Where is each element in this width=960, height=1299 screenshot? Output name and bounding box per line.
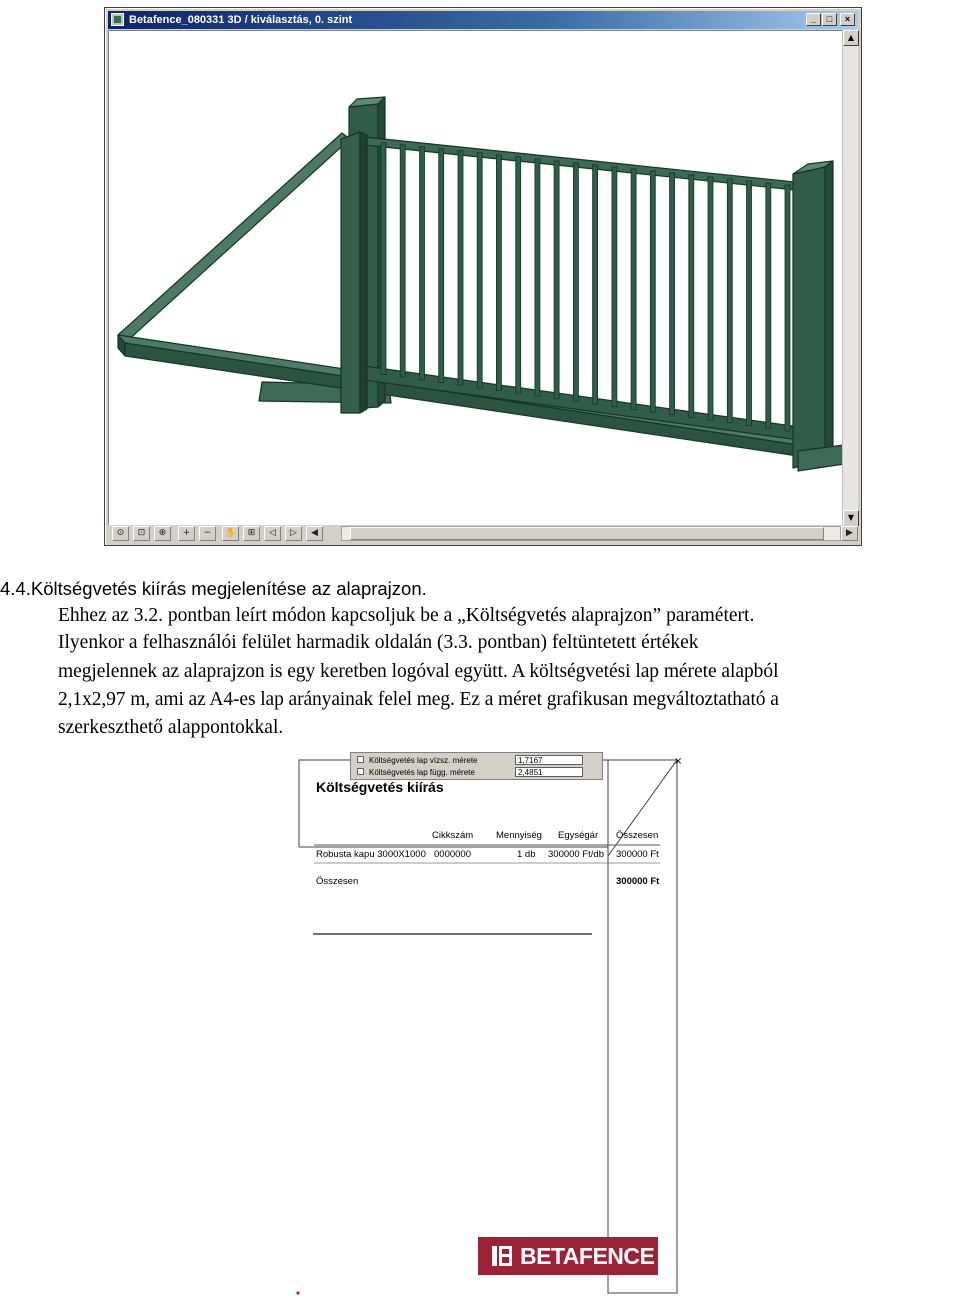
zoom-in-icon[interactable]: + <box>178 526 195 541</box>
gate-picket <box>747 181 752 426</box>
gate-picket <box>727 179 732 423</box>
row-total: 300000 Ft <box>616 849 659 860</box>
vertical-scrollbar[interactable] <box>842 30 858 526</box>
param-checkbox[interactable] <box>357 756 364 763</box>
close-button[interactable]: × <box>840 13 855 26</box>
gate-picket <box>708 177 713 420</box>
betafence-mark-icon <box>492 1246 512 1266</box>
navigation-bar <box>108 525 858 542</box>
gate-picket <box>650 171 655 412</box>
archicad-window-icon <box>111 13 124 26</box>
maximize-button[interactable]: □ <box>822 13 837 26</box>
sliding-gate-3d-model <box>109 31 846 527</box>
diagonal-brace <box>118 133 350 343</box>
pan-hand-icon[interactable]: ✋ <box>222 526 239 541</box>
gate-picket <box>516 157 521 393</box>
gate-picket <box>612 167 617 407</box>
row-quantity: 1 db <box>517 849 536 860</box>
gate-picket <box>496 155 501 391</box>
gate-picket <box>381 143 386 375</box>
gate-picket <box>670 173 675 415</box>
horizontal-scroll-thumb[interactable] <box>350 527 824 540</box>
3d-viewport[interactable] <box>108 30 845 526</box>
bottom-runner-side <box>125 343 818 459</box>
budget-title: Költségvetés kiírás <box>316 779 444 795</box>
paragraph-line-4: 2,1x2,97 m, ami az A4-es lap arányainak felel meg. Ez a méret grafikusan megváltoztatható a <box>58 689 779 710</box>
paragraph-line-3: megjelennek az alaprajzon is egy keretben logóval együtt. A költségvetési lap mérete alapból <box>58 661 779 682</box>
gate-picket <box>400 145 405 377</box>
param-value-field[interactable]: 2,4851 <box>515 767 583 777</box>
fit-in-window-icon[interactable]: ⊞ <box>243 526 260 541</box>
header-quantity: Mennyiség <box>496 830 542 841</box>
horizontal-scrollbar[interactable] <box>341 526 841 541</box>
next-zoom-icon[interactable]: ▷ <box>285 526 302 541</box>
gate-picket <box>439 149 444 383</box>
header-item-code: Cikkszám <box>432 830 474 841</box>
svg-text:×: × <box>674 756 683 767</box>
window-title-bar[interactable] <box>108 11 858 29</box>
param-label: Költségvetés lap vízsz. mérete <box>369 756 478 765</box>
header-unit-price: Egységár <box>558 830 599 841</box>
minimize-button[interactable]: _ <box>806 13 821 26</box>
previous-zoom-icon[interactable]: ◁ <box>264 526 281 541</box>
param-label: Költségvetés lap függ. mérete <box>369 768 475 777</box>
parameter-list <box>350 752 603 780</box>
row-item-code: 0000000 <box>434 849 471 860</box>
gate-picket <box>766 183 771 428</box>
window-title: Betafence_080331 3D / kiválasztás, 0. szint <box>129 14 353 26</box>
sum-value: 300000 Ft <box>616 876 660 887</box>
end-post <box>793 167 825 468</box>
paragraph-line-5: szerkeszthető alappontokkal. <box>58 717 284 738</box>
gate-picket <box>631 169 636 410</box>
gate-picket <box>554 161 559 399</box>
header-total: Összesen <box>616 830 659 841</box>
gate-picket <box>689 175 694 418</box>
gate-picket <box>573 163 578 401</box>
gate-picket <box>477 153 482 388</box>
paragraph-line-2: Ilyenkor a felhasználói felület harmadik oldalán (3.3. pontban) feltüntetett értékek <box>58 632 699 653</box>
orbit-icon[interactable]: ⊙ <box>112 526 129 541</box>
front-gate-post <box>341 132 360 413</box>
gate-picket <box>785 185 790 431</box>
betafence-logo <box>478 1237 658 1275</box>
gate-picket <box>420 147 425 380</box>
logo-text: BETAFENCE <box>520 1243 655 1269</box>
param-value-field[interactable]: 1,7167 <box>515 755 583 765</box>
scroll-right-arrow-icon[interactable]: ▶ <box>841 526 858 541</box>
zoom-window-icon[interactable]: ⊡ <box>133 526 150 541</box>
gate-picket <box>593 165 598 404</box>
row-unit-price: 300000 Ft/db <box>548 849 604 860</box>
zoom-out-icon[interactable]: − <box>199 526 216 541</box>
section-heading: 4.4.Költségvetés kiírás megjelenítése az alaprajzon. <box>0 578 427 599</box>
param-checkbox[interactable] <box>357 768 364 775</box>
scroll-down-arrow-icon[interactable]: ▼ <box>843 510 859 526</box>
paragraph-line-1: Ehhez az 3.2. pontban leírt módon kapcsoljuk be a „Költségvetés alaprajzon” paramétert. <box>58 605 755 626</box>
scroll-left-arrow-icon[interactable]: ◀ <box>306 526 323 541</box>
gate-picket <box>535 159 540 396</box>
gate-picket <box>458 151 463 385</box>
sum-label: Összesen <box>316 876 359 887</box>
zoom-realtime-icon[interactable]: ⊕ <box>154 526 171 541</box>
row-item-name: Robusta kapu 3000X1000 <box>316 849 426 860</box>
3d-view-window <box>104 7 862 546</box>
scroll-up-arrow-icon[interactable]: ▲ <box>843 30 859 46</box>
